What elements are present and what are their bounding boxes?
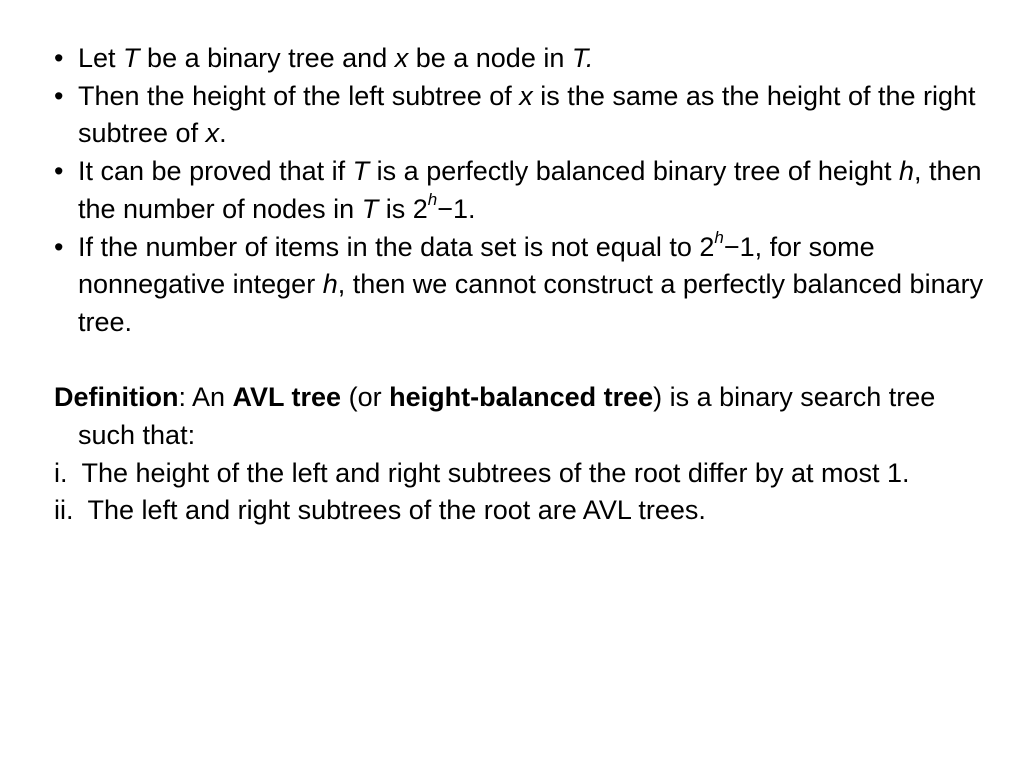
math-variable: h xyxy=(714,227,724,247)
math-variable: h xyxy=(427,189,438,209)
avl-condition-list xyxy=(54,455,994,530)
section-spacer xyxy=(54,342,994,380)
bullet-text: If the number of items in the data set is not equal to 2 xyxy=(78,231,715,262)
bullet-text: −1, for some nonnegative integer xyxy=(78,231,875,300)
math-variable: h xyxy=(322,269,338,300)
bullet-text: is 2 xyxy=(378,193,428,224)
definition-term: Definition xyxy=(54,382,179,413)
bullet-text: be a node in xyxy=(408,43,572,73)
roman-numeral-marker: i. xyxy=(54,457,68,488)
roman-numeral-marker: ii. xyxy=(54,495,74,526)
math-variable: x xyxy=(519,80,533,111)
bullet-text: It can be proved that if xyxy=(78,156,353,187)
bullet-item-node-count xyxy=(54,153,994,228)
math-variable: x xyxy=(205,118,220,149)
bullet-text: −1. xyxy=(437,193,476,224)
bullet-text: , then we cannot construct a perfectly balanced binary tree. xyxy=(78,269,984,337)
bullet-text: , then the number of nodes in xyxy=(78,156,982,224)
bullet-dot-icon: • xyxy=(54,80,64,111)
avl-condition-item xyxy=(54,492,994,530)
math-variable: T xyxy=(361,193,379,224)
math-variable: h xyxy=(898,156,915,187)
bullet-text: Then the height of the left subtree of xyxy=(78,80,520,111)
condition-text: The left and right subtrees of the root are AVL trees. xyxy=(87,495,706,526)
bullet-dot-icon: • xyxy=(54,156,64,187)
definition-text: ) is a binary search tree such that: xyxy=(78,382,936,451)
math-exponent xyxy=(714,228,723,247)
bullet-dot-icon: • xyxy=(54,231,64,262)
avl-condition-item xyxy=(54,455,994,493)
bullet-text: is a perfectly balanced binary tree of height xyxy=(369,156,899,187)
definition-keyword-height-balanced: height-balanced tree xyxy=(389,382,654,413)
bullet-item-binary-tree xyxy=(54,40,994,78)
definition-keyword-avl-tree: AVL tree xyxy=(232,382,342,413)
math-variable: T. xyxy=(571,43,594,73)
bullet-text: be a binary tree and xyxy=(139,43,395,73)
avl-definition xyxy=(54,379,994,454)
math-variable: x xyxy=(394,43,409,73)
math-variable: T xyxy=(123,43,140,73)
bullet-list xyxy=(54,40,994,342)
bullet-dot-icon: • xyxy=(54,43,64,73)
condition-text: The height of the left and right subtrees of the root differ by at most 1. xyxy=(81,457,910,488)
bullet-text: . xyxy=(219,118,227,149)
definition-text: : An xyxy=(178,382,233,413)
bullet-item-construction xyxy=(54,229,994,342)
math-exponent xyxy=(428,190,437,209)
bullet-text: is the same as the height of the right subtree of xyxy=(78,80,976,149)
math-variable: T xyxy=(352,156,370,187)
slide-content xyxy=(54,40,994,530)
definition-text: (or xyxy=(341,382,390,413)
bullet-item-subtree-height xyxy=(54,78,994,153)
bullet-text: Let xyxy=(78,43,124,73)
